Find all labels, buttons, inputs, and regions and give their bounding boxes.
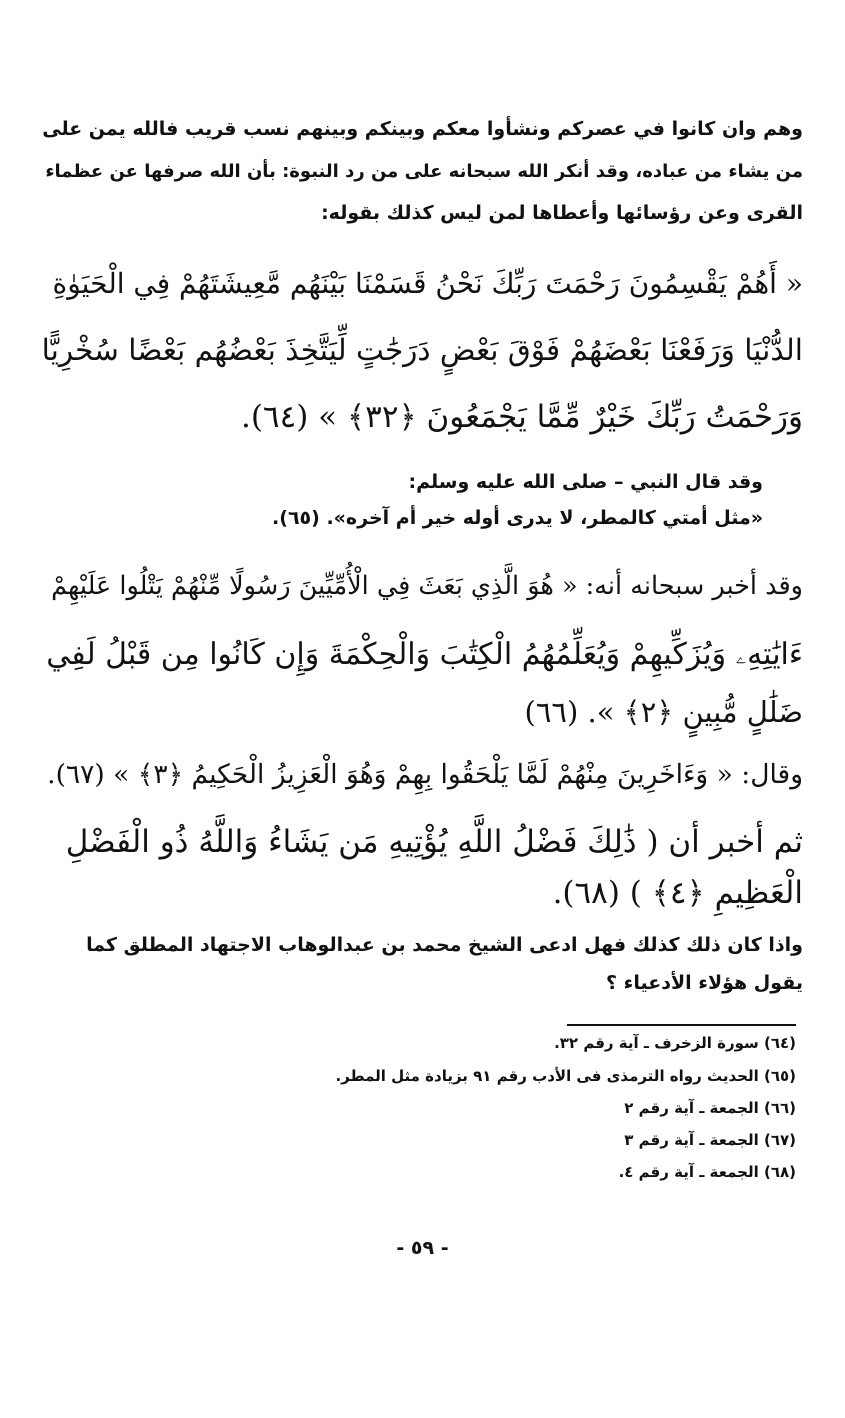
body-line: القرى وعن رؤسائها وأعطاها لمن ليس كذلك بقوله: <box>321 202 803 224</box>
footnote: (٦٨) الجمعة ـ آية رقم ٤. <box>618 1163 796 1181</box>
quran-verse-line: « أَهُمْ يَقْسِمُونَ رَحْمَتَ رَبِّكَ نَحْنُ قَسَمْنَا بَيْنَهُم مَّعِيشَتَهُمْ فِي الْحَيَوٰةِ <box>52 267 803 300</box>
footnote-separator <box>567 1024 796 1026</box>
quran-verse-line: ءَايَٰتِهِۦ وَيُزَكِّيهِمْ وَيُعَلِّمُهُمُ الْكِتَٰبَ وَالْحِكْمَةَ وَإِن كَانُوا مِن قَبْلُ لَفِي <box>46 637 803 672</box>
hadith-text: «مثل أمتي كالمطر، لا يدرى أوله خير أم آخره». (٦٥). <box>272 507 763 529</box>
hadith-intro: وقد قال النبي – صلى الله عليه وسلم: <box>408 471 763 493</box>
page-number: - ٥٩ - <box>396 1237 449 1259</box>
quran-verse-line: ثم أخبر أن ( ذَٰلِكَ فَضْلُ اللَّهِ يُؤْتِيهِ مَن يَشَاءُ وَاللَّهُ ذُو الْفَضْلِ <box>65 824 803 860</box>
footnote: (٦٥) الحديث رواه الترمذى فى الأدب رقم ٩١ بزيادة مثل المطر. <box>335 1067 796 1085</box>
body-line: من يشاء من عباده، وقد أنكر الله سبحانه على من رد النبوة: بأن الله صرفها عن عظماء <box>45 161 803 182</box>
quran-verse-line: الدُّنْيَا وَرَفَعْنَا بَعْضَهُمْ فَوْقَ بَعْضٍ دَرَجَٰتٍ لِّيَتَّخِذَ بَعْضُهُم بَعْضًا سُخْرِيًّا <box>41 333 803 367</box>
footnote: (٦٧) الجمعة ـ آية رقم ٣ <box>624 1131 796 1149</box>
footnote: (٦٤) سورة الزخرف ـ آية رقم ٣٢. <box>554 1034 796 1052</box>
quran-verse-line: وقد أخبر سبحانه أنه: « هُوَ الَّذِي بَعَثَ فِي الْأُمِّيِّينَ رَسُولًا مِّنْهُمْ يَتْلُوا عَلَيْهِمْ <box>51 571 803 601</box>
quran-verse-line: وَرَحْمَتُ رَبِّكَ خَيْرٌ مِّمَّا يَجْمَعُونَ ﴿٣٢﴾ » (٦٤). <box>240 399 803 435</box>
quran-verse-line: الْعَظِيمِ ﴿٤﴾ ) (٦٨). <box>552 875 803 911</box>
footnote: (٦٦) الجمعة ـ آية رقم ٢ <box>624 1099 796 1117</box>
body-line: وهم وان كانوا في عصركم ونشأوا معكم وبينكم وبينهم نسب قريب فالله يمن على <box>42 118 803 140</box>
quran-verse-line: ضَلَٰلٍ مُّبِينٍ ﴿٢﴾ ». (٦٦) <box>524 695 803 729</box>
body-line: يقول هؤلاء الأدعياء ؟ <box>605 972 803 994</box>
quran-verse-line: وقال: « وَءَاخَرِينَ مِنْهُمْ لَمَّا يَلْحَقُوا بِهِمْ وَهُوَ الْعَزِيزُ الْحَكِيمُ ﴿٣﴾ » (٦٧). <box>47 759 803 790</box>
body-line: واذا كان ذلك كذلك فهل ادعى الشيخ محمد بن عبدالوهاب الاجتهاد المطلق كما <box>86 934 803 956</box>
